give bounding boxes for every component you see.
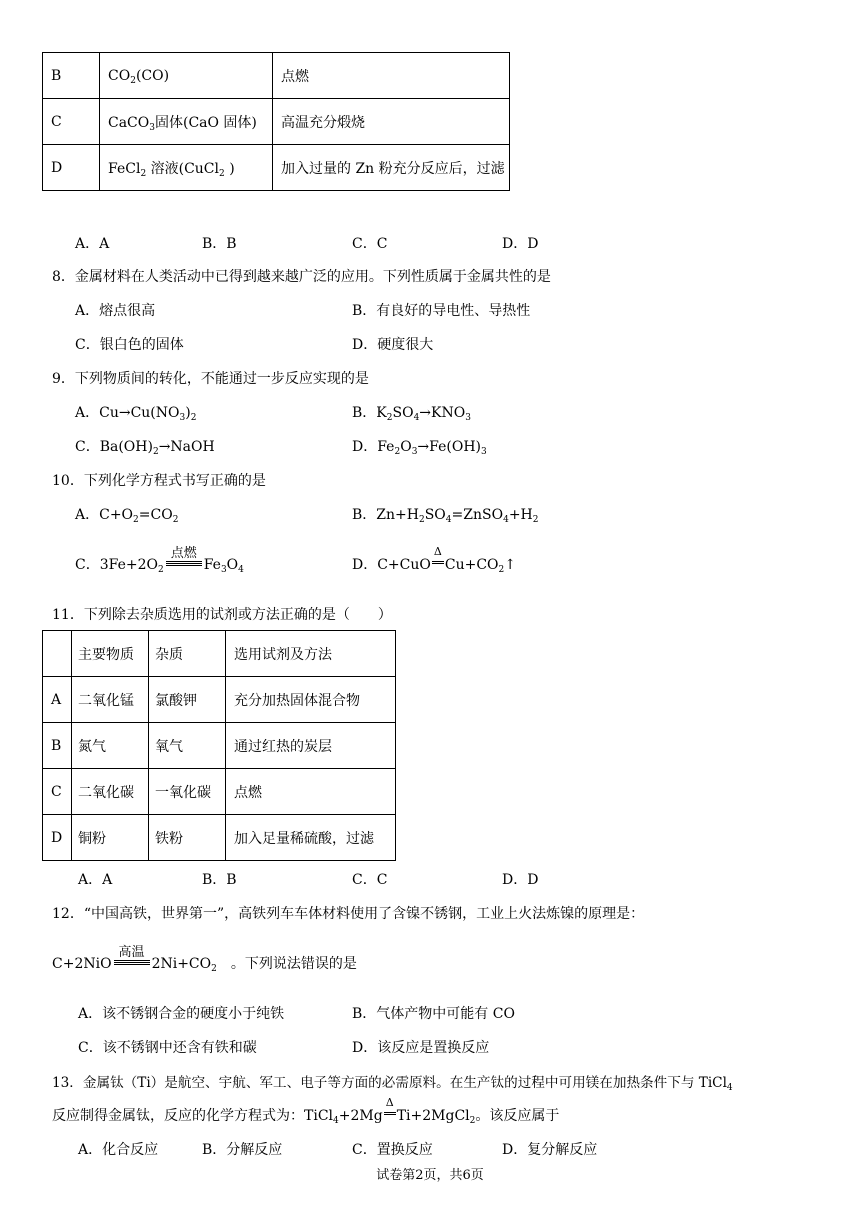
table-cell: B — [43, 53, 100, 99]
table-cell: C — [43, 769, 72, 815]
q13-option-c: C．置换反应 — [352, 1142, 433, 1158]
table-cell: 铁粉 — [149, 815, 226, 861]
q13-stem-line2: 反应制得金属钛，反应的化学方程式为：TiCl$_4$+2Mg Δ Ti+2MgCl$_2$。该反应属于 — [52, 1096, 560, 1126]
q12-stem: 12．“中国高铁，世界第一”，高铁列车车体材料使用了含镍不锈钢，工业上火法炼镍的原理是： — [52, 906, 645, 922]
table-cell: D — [43, 145, 100, 191]
table-cell: $CO_2(CO)$ — [100, 53, 273, 99]
q13-option-d: D．复分解反应 — [502, 1142, 598, 1158]
q8-option-b: B．有良好的导电性、导热性 — [352, 303, 531, 319]
table-cell: 点燃 — [226, 769, 396, 815]
table-cell: 加入过量的 Zn 粉充分反应后，过滤 — [273, 145, 510, 191]
table-cell: 一氧化碳 — [149, 769, 226, 815]
table-cell: 高温充分煅烧 — [273, 99, 510, 145]
table-cell: B — [43, 723, 72, 769]
q12-option-c: C．该不锈钢中还含有铁和碳 — [78, 1040, 257, 1056]
table-cell: 杂质 — [149, 631, 226, 677]
table-cell: 充分加热固体混合物 — [226, 677, 396, 723]
q9-option-d: D．$Fe_2O_3\to Fe(OH)_3$ — [352, 439, 487, 457]
q7-option-d: D．D — [502, 236, 539, 252]
reaction-condition: 点燃 — [164, 555, 204, 569]
table-cell: 选用试剂及方法 — [226, 631, 396, 677]
q10-option-c: C．$3Fe+2O_2$ 点燃 $Fe_3O_4$ — [75, 546, 244, 575]
q8-option-a: A．熔点很高 — [75, 303, 156, 319]
table-cell: 氯酸钾 — [149, 677, 226, 723]
table-cell: 通过红热的炭层 — [226, 723, 396, 769]
q12-option-d: D．该反应是置换反应 — [352, 1040, 490, 1056]
reaction-condition: 高温 — [112, 954, 152, 968]
q10-option-a: A．$C+O_2=CO_2$ — [75, 507, 179, 525]
table-cell: 氧气 — [149, 723, 226, 769]
q11-option-b: B．B — [202, 872, 237, 888]
q8-option-d: D．硬度很大 — [352, 337, 434, 353]
heat-condition: Δ — [431, 555, 445, 569]
table-cell: 铜粉 — [72, 815, 149, 861]
table-cell: 加入足量稀硫酸，过滤 — [226, 815, 396, 861]
q11-option-c: C．C — [352, 872, 388, 888]
page-footer: 试卷第2页，共6页 — [376, 1168, 484, 1183]
q7-option-a: A．A — [75, 236, 110, 252]
q7-option-c: C．C — [352, 236, 388, 252]
q8-option-c: C．银白色的固体 — [75, 337, 184, 353]
q10-option-b: B．$Zn+H_2SO_4=ZnSO_4+H_2$ — [352, 507, 539, 525]
q9-option-b: B．$K_2SO_4\to KNO_3$ — [352, 405, 471, 423]
q12-option-a: A．该不锈钢合金的硬度小于纯铁 — [78, 1006, 285, 1022]
q8-stem: 8．金属材料在人类活动中已得到越来越广泛的应用。下列性质属于金属共性的是 — [52, 269, 551, 285]
q11-option-d: D．D — [502, 872, 539, 888]
q10-stem: 10．下列化学方程式书写正确的是 — [52, 473, 266, 489]
table-cell: 二氧化锰 — [72, 677, 149, 723]
q13-option-a: A．化合反应 — [78, 1142, 159, 1158]
table-cell: C — [43, 99, 100, 145]
q11-table — [42, 630, 396, 861]
table-cell: 主要物质 — [72, 631, 149, 677]
q12-option-b: B．气体产物中可能有 CO — [352, 1006, 515, 1022]
q7-table — [42, 52, 510, 191]
q9-option-a: A．$Cu\to Cu(NO_3)_2$ — [75, 405, 197, 423]
table-cell: 二氧化碳 — [72, 769, 149, 815]
q9-option-c: C．$Ba(OH)_2\to NaOH$ — [75, 439, 215, 457]
q10-option-d: D．C+CuO Δ $Cu+CO_2↑$ — [352, 545, 516, 575]
q9-stem: 9．下列物质间的转化，不能通过一步反应实现的是 — [52, 371, 369, 387]
heat-condition: Δ — [383, 1106, 397, 1120]
q12-equation: C+2NiO 高温 $2Ni+CO_2$ 。下列说法错误的是 — [52, 945, 357, 974]
table-cell — [43, 631, 72, 677]
q13-option-b: B．分解反应 — [202, 1142, 283, 1158]
q11-stem: 11．下列除去杂质选用的试剂或方法正确的是（ ） — [52, 607, 392, 623]
table-cell: 氮气 — [72, 723, 149, 769]
q7-option-b: B．B — [202, 236, 237, 252]
q11-option-a: A．A — [78, 872, 113, 888]
table-cell: D — [43, 815, 72, 861]
table-cell: FeCl$_2$ 溶液(CuCl$_2$ ) — [100, 145, 273, 191]
table-cell: CaCO$_3$固体(CaO 固体) — [100, 99, 273, 145]
q13-stem-line1: 13．金属钛（Ti）是航空、宇航、军工、电子等方面的必需原料。在生产钛的过程中可用镁在加热条件下与 TiCl$_4$ — [52, 1075, 733, 1093]
table-cell: 点燃 — [273, 53, 510, 99]
table-cell: A — [43, 677, 72, 723]
